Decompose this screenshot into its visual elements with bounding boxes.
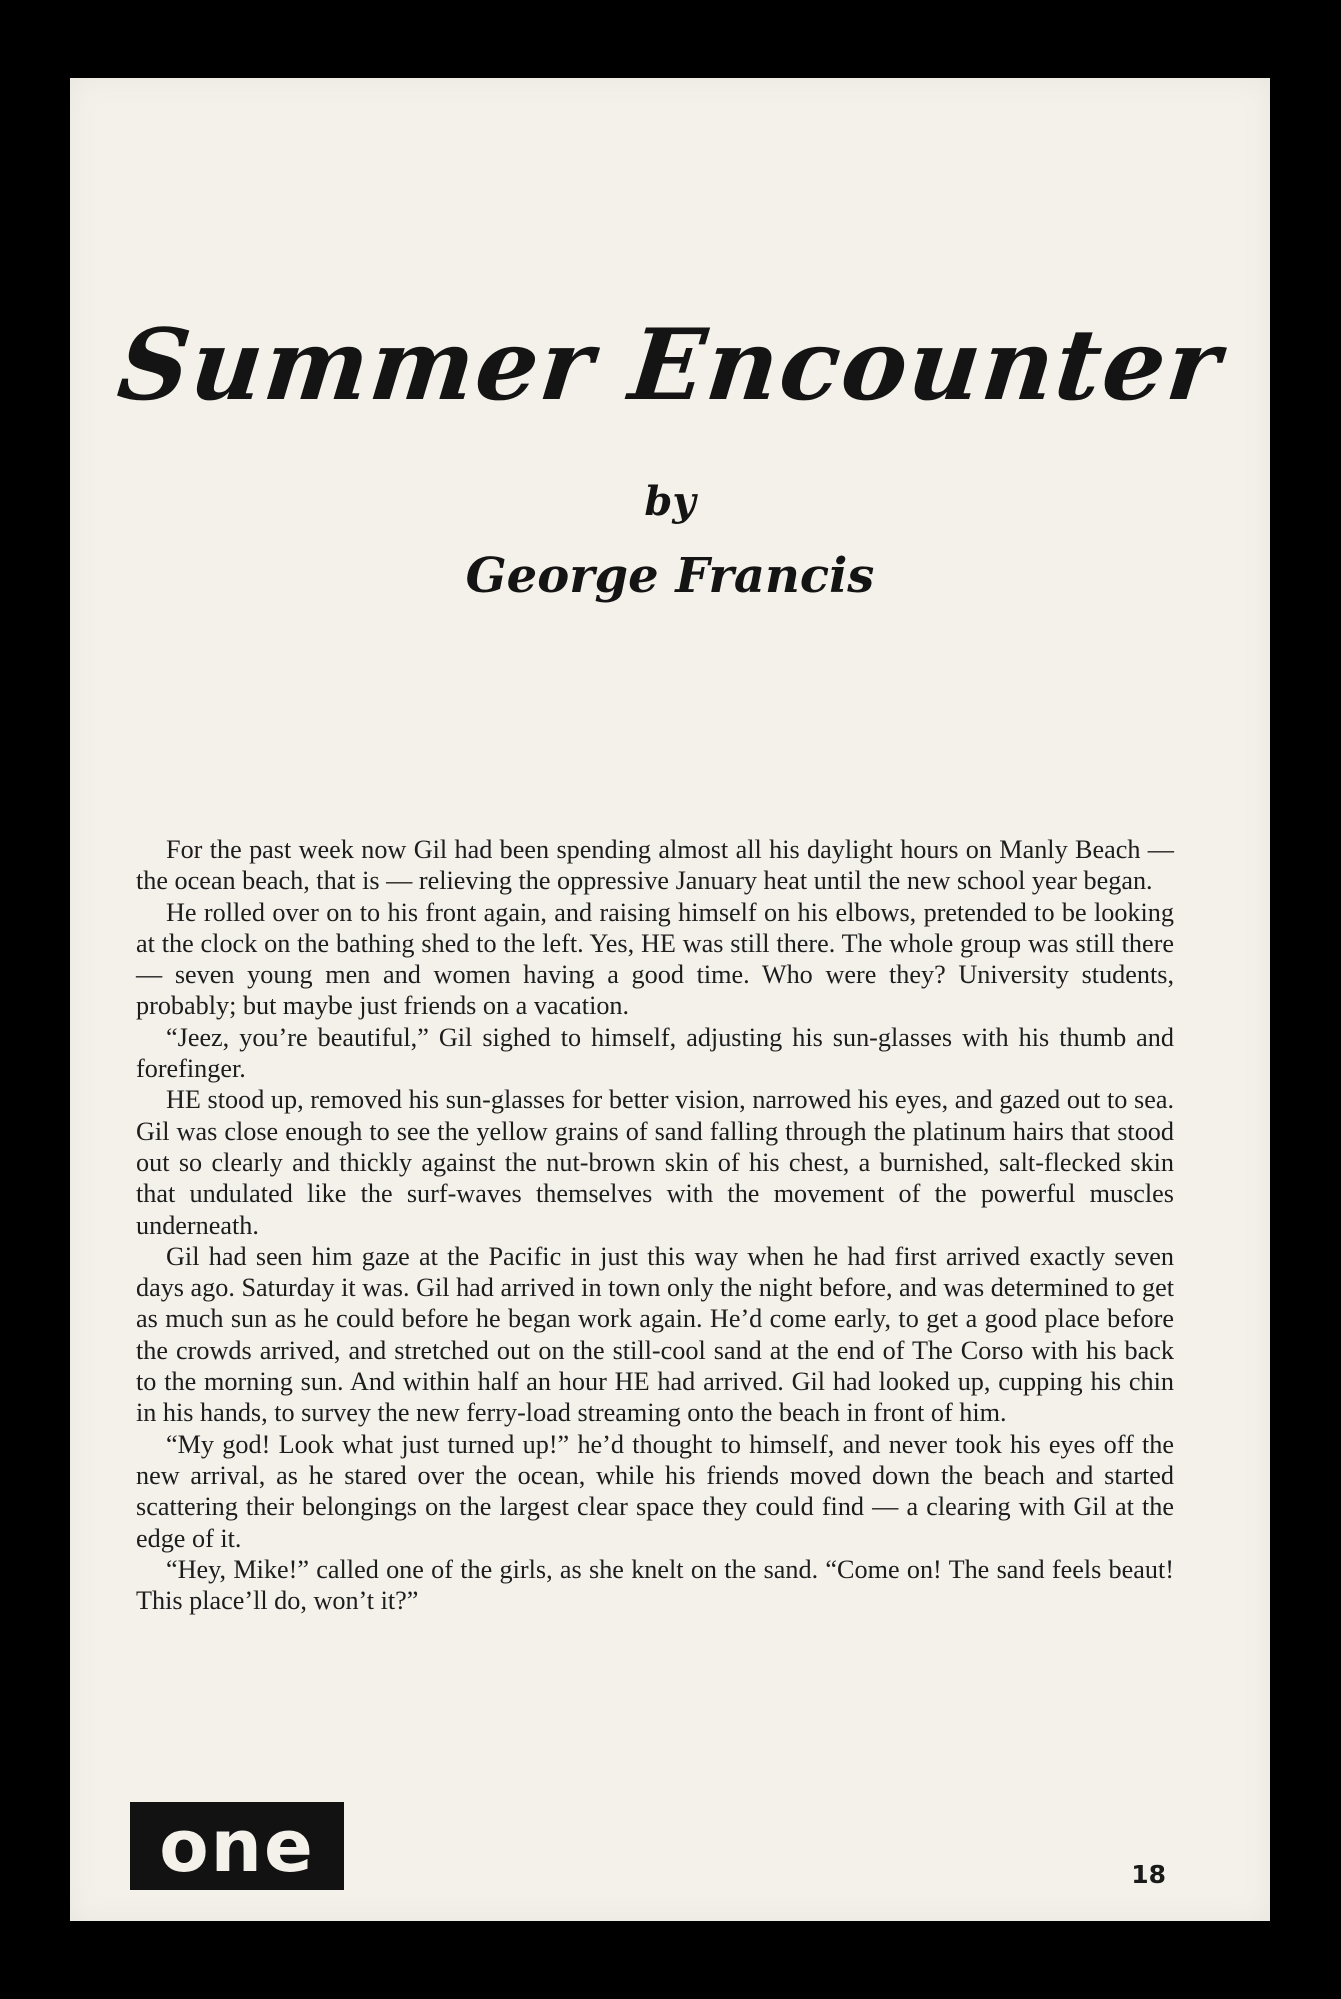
magazine-page xyxy=(70,78,1270,1921)
paragraph: Gil had seen him gaze at the Pacific in just this way when he had first arrived exactly seven days ago. Saturday it was. Gil had arrived in town only the night before, and was determined to get as much sun as he could before he began work again. He’d come early, to get a good place before the crowds arrived, and stretched out on the still-cool sand at the end of The Corso with his back to the morning sun. And within half an hour HE had arrived. Gil had looked up, cupping his chin in his hands, to survey the new ferry-load streaming onto the beach in front of him. xyxy=(136,1241,1174,1428)
paragraph: “Jeez, you’re beautiful,” Gil sighed to himself, adjusting his sun-glasses with his thumb and forefinger. xyxy=(136,1022,1174,1084)
paragraph: “My god! Look what just turned up!” he’d thought to himself, and never took his eyes off the new arrival, as he stared over the ocean, while his friends moved down the beach and started scattering their belongings on the largest clear space they could find — a clearing with Gil at the edge of it. xyxy=(136,1429,1174,1553)
paragraph: For the past week now Gil had been spending almost all his daylight hours on Manly Beach — the ocean beach, that is — relieving the oppressive January heat until the new school year began. xyxy=(136,835,1174,896)
byline-by: by xyxy=(644,478,696,525)
author-name: George Francis xyxy=(465,548,875,604)
paragraph: He rolled over on to his front again, and raising himself on his elbows, pretended to be looking at the clock on the bathing shed to the left. Yes, HE was still there. The whole group was still there — seven young men and women having a good time. Who were they? University students, probably; but maybe just friends on a vacation. xyxy=(136,897,1174,1021)
paragraph: HE stood up, removed his sun-glasses for better vision, narrowed his eyes, and gazed out to sea. Gil was close enough to see the yellow grains of sand falling through the platinum hairs that stood out so clearly and thickly against the nut-brown skin of his chest, a burnished, salt-flecked skin that undulated like the surf-waves themselves with the movement of the powerful muscles underneath. xyxy=(136,1085,1174,1240)
paragraph: “Hey, Mike!” called one of the girls, as she knelt on the sand. “Come on! The sand feels beaut! This place’ll do, won’t it?” xyxy=(136,1554,1174,1616)
story-body xyxy=(136,834,1174,1616)
story-title: Summer Encounter xyxy=(112,308,1228,423)
magazine-logo: one xyxy=(130,1802,344,1890)
page-number: 18 xyxy=(1131,1860,1166,1889)
